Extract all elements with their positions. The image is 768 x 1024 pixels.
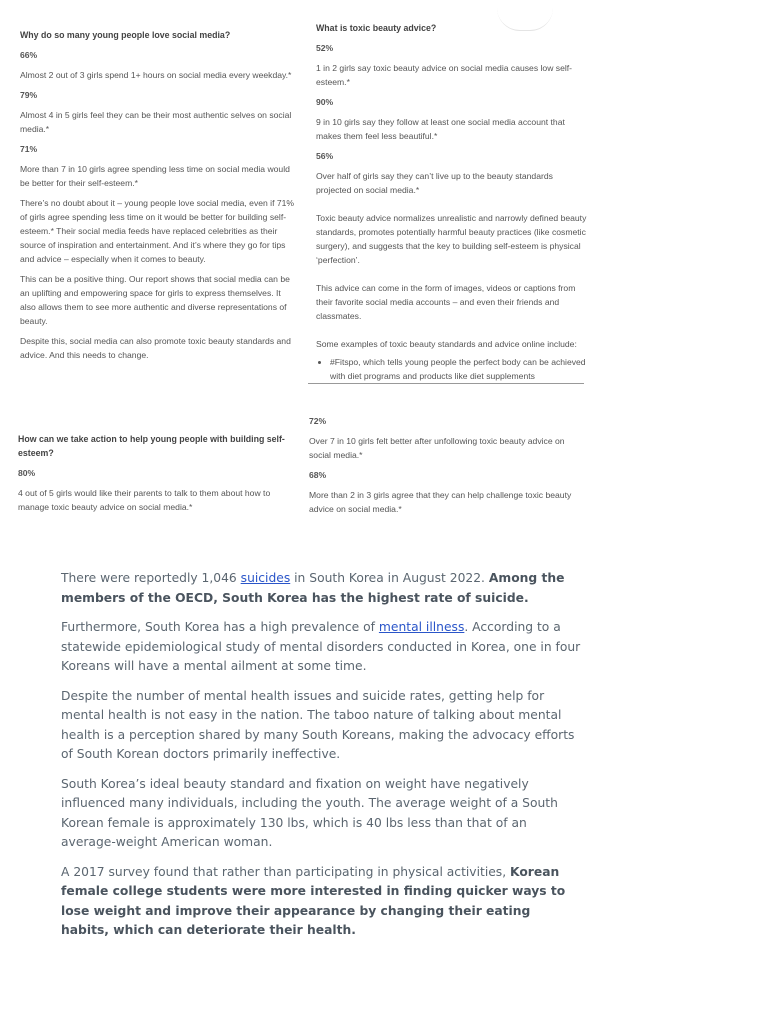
text-span: A 2017 survey found that rather than participating in physical activities, bbox=[61, 864, 511, 879]
left-column-2 bbox=[18, 432, 298, 514]
stat-68-text: More than 2 in 3 girls agree that they can help challenge toxic beauty advice on social media.* bbox=[309, 490, 572, 514]
stat-71: 71% bbox=[20, 144, 38, 154]
stat-72-text: Over 7 in 10 girls felt better after unfollowing toxic beauty advice on social media.* bbox=[309, 436, 565, 460]
left-heading: Why do so many young people love social media? bbox=[20, 30, 231, 40]
divider bbox=[308, 383, 584, 384]
stat-90: 90% bbox=[316, 97, 334, 107]
stat-56-text: Over half of girls say they can’t live up to the beauty standards projected on social media.* bbox=[316, 171, 553, 195]
left-column bbox=[20, 28, 296, 362]
left-paragraph-3: Despite this, social media can also promote toxic beauty standards and advice. And this needs to change. bbox=[20, 336, 291, 360]
right-column-2 bbox=[309, 414, 587, 516]
stat-68: 68% bbox=[309, 470, 327, 480]
right-column bbox=[316, 21, 588, 383]
text-span: There were reportedly 1,046 bbox=[61, 571, 241, 585]
stat-66-text: Almost 2 out of 3 girls spend 1+ hours on social media every weekday.* bbox=[20, 70, 292, 80]
action-heading: How can we take action to help young people with building self-esteem? bbox=[18, 434, 285, 458]
article-paragraph-5 bbox=[61, 863, 581, 941]
article-paragraph-2 bbox=[61, 618, 581, 677]
right-paragraph-1: Toxic beauty advice normalizes unrealistic and narrowly defined beauty standards, promotes potentially harmful beauty practices (like cosmetic surgery), and suggests that the key to building self-esteem is physical ‘perfection’. bbox=[316, 213, 587, 265]
article-body bbox=[61, 569, 581, 951]
stat-52-text: 1 in 2 girls say toxic beauty advice on social media causes low self-esteem.* bbox=[316, 63, 573, 87]
stat-80: 80% bbox=[18, 468, 36, 478]
list-item: • #Fitspo, which tells young people the perfect body can be achieved with diet programs and products like diet supplements bbox=[330, 355, 588, 383]
text-span: Furthermore, South Korea has a high prevalence of bbox=[61, 620, 379, 634]
suicides-link[interactable]: suicides bbox=[240, 571, 291, 585]
text-span: . According to a statewide epidemiological study of mental disorders conducted in Korea, one in four Koreans will have a mental ailment at some time. bbox=[61, 620, 581, 673]
right-paragraph-3: Some examples of toxic beauty standards and advice online include: bbox=[316, 339, 577, 349]
article-paragraph-3: Despite the number of mental health issues and suicide rates, getting help for mental health is not easy in the nation. The taboo nature of talking about mental health is a perception shared by many South Koreans, making the advocacy efforts of South Korean doctors primarily ineffective. bbox=[61, 688, 575, 761]
bold-text: Korean female college students were more interested in finding quicker ways to lose weight and improve their appearance by changing their eating habits, which can deteriorate their health. bbox=[61, 864, 566, 937]
stat-52: 52% bbox=[316, 43, 334, 53]
stat-72: 72% bbox=[309, 416, 327, 426]
text-span: in South Korea in August 2022. bbox=[290, 571, 489, 585]
left-paragraph-2: This can be a positive thing. Our report shows that social media can be an uplifting and empowering space for girls to express themselves. It also allows them to see more authentic and diverse representations of beauty. bbox=[20, 274, 290, 326]
stat-66: 66% bbox=[20, 50, 38, 60]
stat-79-text: Almost 4 in 5 girls feel they can be their most authentic selves on social media.* bbox=[20, 110, 292, 134]
stat-71-text: More than 7 in 10 girls agree spending less time on social media would be better for their self-esteem.* bbox=[20, 164, 290, 188]
right-paragraph-2: This advice can come in the form of images, videos or captions from their favorite social media accounts – and even their friends and classmates. bbox=[316, 283, 576, 321]
stat-79: 79% bbox=[20, 90, 38, 100]
examples-list bbox=[316, 355, 588, 383]
mental-illness-link[interactable]: mental illness bbox=[378, 620, 465, 634]
stat-80-text: 4 out of 5 girls would like their parents to talk to them about how to manage toxic beauty advice on social media.* bbox=[18, 488, 271, 512]
bold-text: Among the members of the OECD, South Korea has the highest rate of suicide. bbox=[61, 571, 565, 605]
stat-90-text: 9 in 10 girls say they follow at least one social media account that makes them feel less beautiful.* bbox=[316, 117, 565, 141]
article-paragraph-1 bbox=[61, 569, 581, 608]
article-paragraph-4: South Korea’s ideal beauty standard and fixation on weight have negatively influenced many individuals, including the youth. The average weight of a South Korean female is approximately 130 lbs, which is 40 lbs less than that of an average-weight American woman. bbox=[61, 776, 558, 849]
left-paragraph-1: There’s no doubt about it – young people love social media, even if 71% of girls agree spending less time on it would be better for building self-esteem.* Their social media feeds have replaced celebrities as their source of inspiration and entertainment. And it’s where they go for tips and advice – especially when it comes to beauty. bbox=[20, 198, 295, 264]
stat-56: 56% bbox=[316, 151, 334, 161]
right-heading: What is toxic beauty advice? bbox=[316, 23, 437, 33]
